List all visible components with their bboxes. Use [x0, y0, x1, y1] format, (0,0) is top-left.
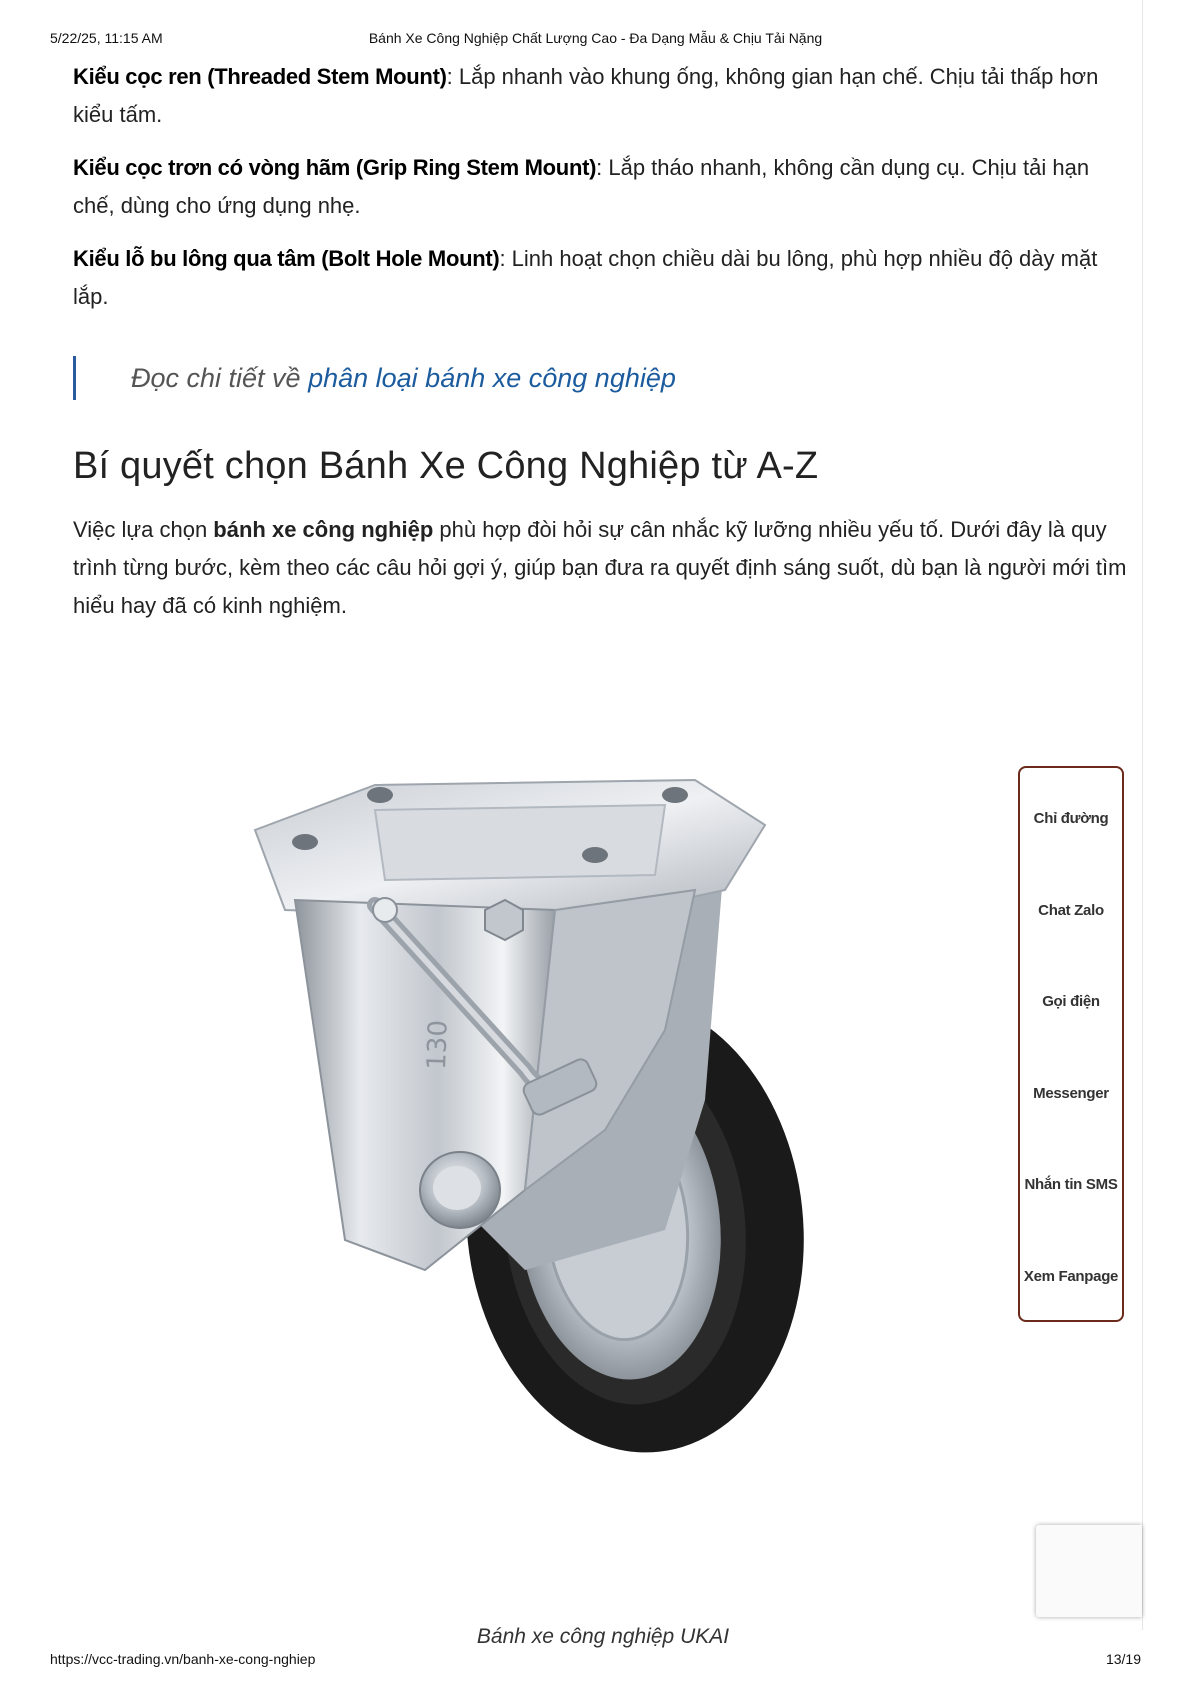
image-caption: Bánh xe công nghiệp UKAI — [476, 1625, 730, 1648]
quote-prefix: Đọc chi tiết về — [131, 363, 309, 393]
mount-type-threaded — [73, 58, 1133, 134]
section-title: Bí quyết chọn Bánh Xe Công Nghiệp từ A-Z — [73, 445, 819, 487]
fork-marking: 130 — [422, 1019, 454, 1071]
print-header-title: Bánh Xe Công Nghiệp Chất Lượng Cao - Đa Dạng Mẫu & Chịu Tải Nặng — [368, 30, 823, 46]
mount-type-bolt-hole — [73, 240, 1133, 316]
directions-button[interactable]: Chỉ đường — [1033, 810, 1109, 827]
mount-term: Kiểu cọc trơn có vòng hãm (Grip Ring Stem Mount) — [73, 155, 597, 180]
chat-zalo-button[interactable]: Chat Zalo — [1038, 902, 1104, 919]
section-intro — [73, 511, 1133, 625]
mount-type-grip-ring — [73, 149, 1133, 225]
intro-text-before: Việc lựa chọn — [73, 517, 214, 542]
intro-bold-keyword: bánh xe công nghiệp — [213, 517, 434, 542]
quote-bar — [73, 356, 76, 400]
mount-desc: : Lắp nhanh vào khung ống, không gian hạn chế. Chịu tải thấp hơn kiểu tấm. — [73, 64, 1099, 127]
caster-wheel-image — [225, 770, 835, 1460]
intro-text-after: phù hợp đòi hỏi sự cân nhắc kỹ lưỡng nhiều yếu tố. Dưới đây là quy trình từng bước, kèm theo các câu hỏi gợi ý, giúp bạn đưa ra quyết định sáng suốt, dù bạn là người mới tìm hiểu hay đã có kinh nghiệm. — [73, 517, 1127, 618]
caster-classification-link[interactable]: phân loại bánh xe công nghiệp — [308, 363, 676, 393]
print-header-datetime: 5/22/25, 11:15 AM — [50, 30, 163, 46]
fanpage-button[interactable]: Xem Fanpage — [1023, 1268, 1119, 1285]
read-more-quote — [73, 353, 1133, 403]
mount-desc: : Lắp tháo nhanh, không cần dụng cụ. Chịu tải hạn chế, dùng cho ứng dụng nhẹ. — [73, 155, 1090, 218]
print-header — [0, 30, 1191, 50]
print-footer-url: https://vcc-trading.vn/banh-xe-cong-nghiep — [50, 1651, 316, 1667]
mount-term: Kiểu cọc ren (Threaded Stem Mount) — [73, 64, 447, 89]
recaptcha-badge[interactable] — [1036, 1525, 1142, 1617]
print-footer — [0, 1651, 1191, 1671]
print-footer-page-number: 13/19 — [1105, 1651, 1141, 1667]
messenger-button[interactable]: Messenger — [1033, 1085, 1109, 1102]
sms-button[interactable]: Nhắn tin SMS — [1024, 1176, 1118, 1193]
mount-desc: : Linh hoạt chọn chiều dài bu lông, phù hợp nhiều độ dày mặt lắp. — [73, 246, 1098, 309]
call-button[interactable]: Gọi điện — [1042, 993, 1100, 1010]
floating-contact-bar — [1018, 766, 1124, 1322]
page-edge-divider — [1142, 0, 1143, 1630]
mount-term: Kiểu lỗ bu lông qua tâm (Bolt Hole Mount) — [73, 246, 500, 271]
